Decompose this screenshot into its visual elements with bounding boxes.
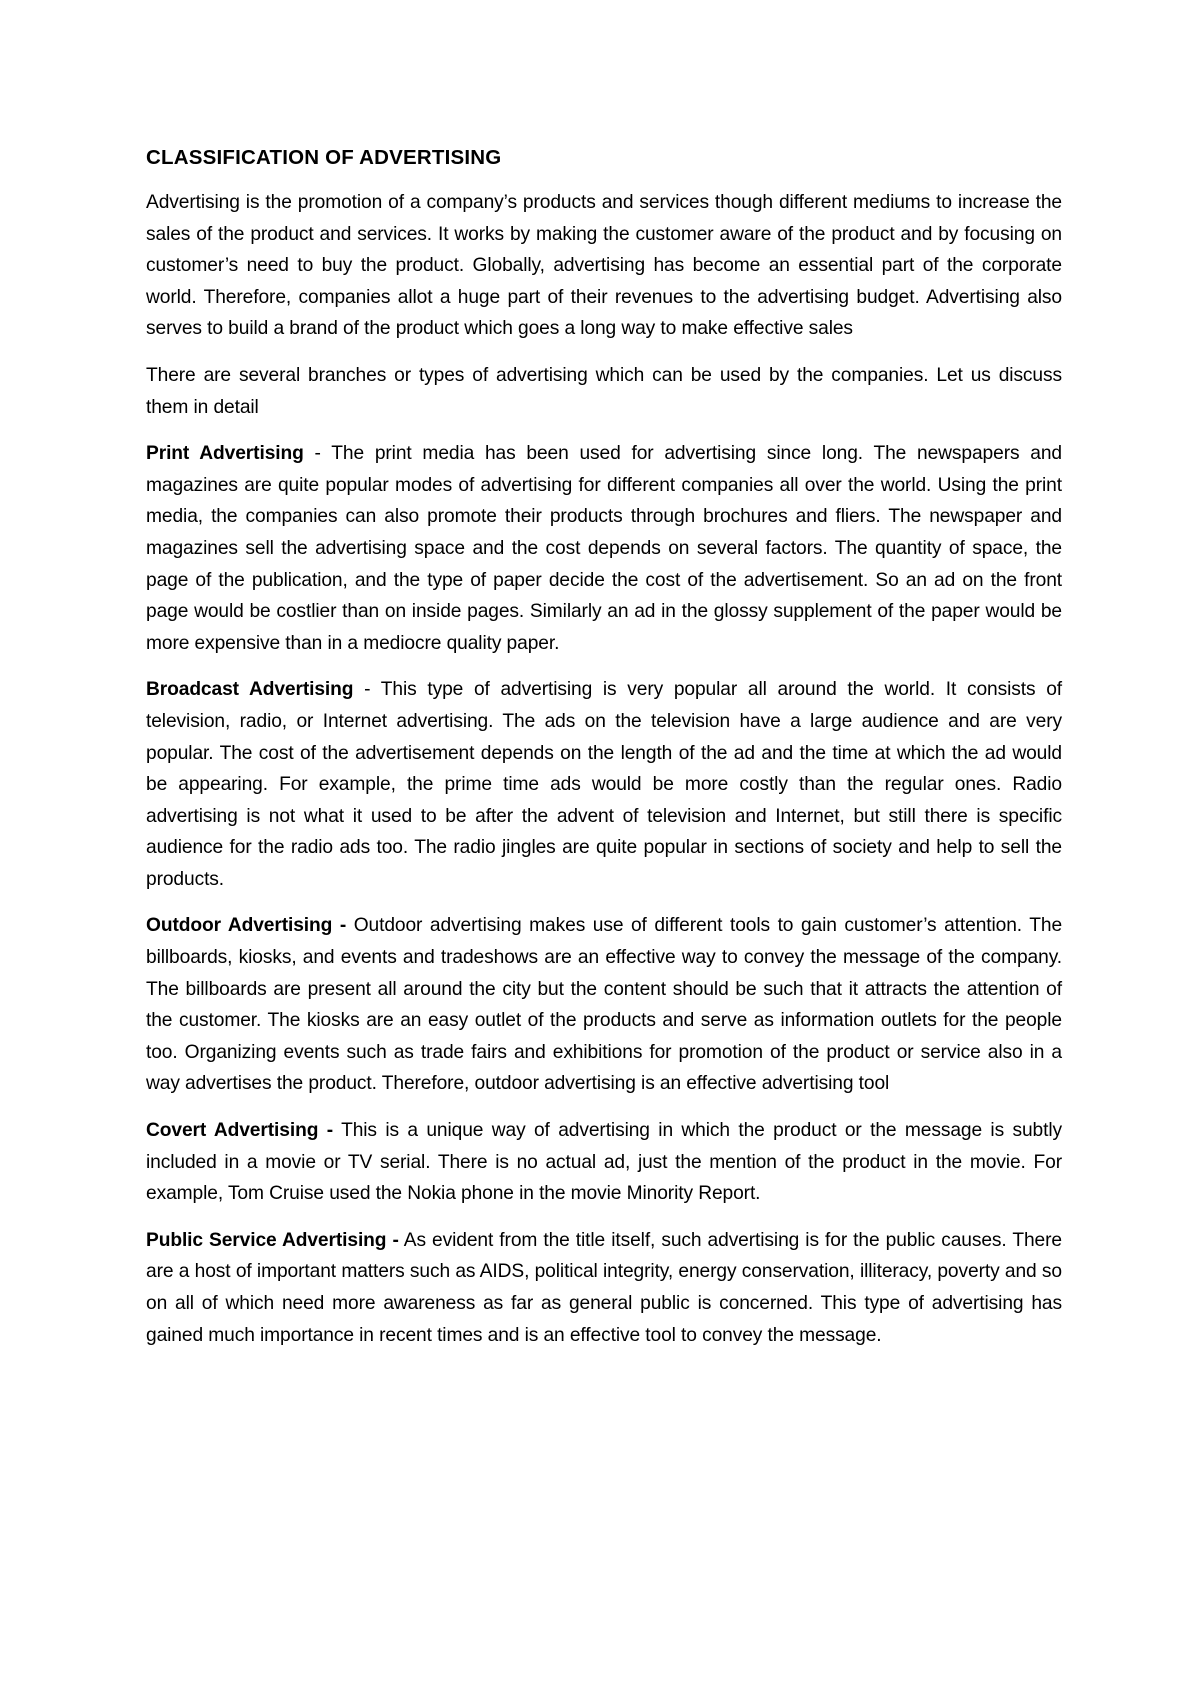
document-page: [146, 143, 1062, 1366]
section-term: Outdoor Advertising -: [146, 915, 347, 937]
section-term: Print Advertising: [146, 443, 304, 465]
section-text: This type of advertising is very popular all around the world. It consists of television, radio, or Internet advertising. The ads on the television have a large audience and are very popular. The cost of the advertisement depends on the length of the ad and the time at which the ad would be appearing. For example, the prime time ads would be more costly than the regular ones. Radio advertising is not what it used to be after the advent of television and Internet, but still there is specific audience for the radio ads too. The radio jingles are quite popular in sections of society and help to sell the products.: [146, 679, 1062, 890]
intro-paragraph: There are several branches or types of advertising which can be used by the companies. Let us discuss them in detail: [146, 364, 1062, 418]
section-print-advertising: [146, 438, 1062, 659]
section-term: Public Service Advertising -: [146, 1229, 399, 1251]
section-outdoor-advertising: [146, 910, 1062, 1100]
section-separator: [333, 1120, 341, 1141]
section-text: As evident from the title itself, such advertising is for the public causes. There are a host of important matters such as AIDS, political integrity, energy conservation, illiteracy, poverty and so on all of which need more awareness as far as general public is concerned. This type of advertising has gained much importance in recent times and is an effective tool to convey the message.: [146, 1229, 1062, 1346]
section-term: Broadcast Advertising: [146, 679, 354, 701]
section-term: Covert Advertising -: [146, 1120, 334, 1142]
section-public-service-advertising: [146, 1225, 1062, 1351]
section-separator: [346, 915, 354, 936]
section-text: The print media has been used for advertising since long. The newspapers and magazines are quite popular modes of advertising for different companies all over the world. Using the print media, the companies can also promote their products through brochures and fliers. The newspaper and magazines sell the advertising space and the cost depends on several factors. The quantity of space, the page of the publication, and the type of paper decide the cost of the advertisement. So an ad on the front page would be costlier than on inside pages. Similarly an ad in the glossy supplement of the paper would be more expensive than in a mediocre quality paper.: [146, 443, 1062, 654]
section-text: Outdoor advertising makes use of different tools to gain customer’s attention. The billboards, kiosks, and events and tradeshows are an effective way to convey the message of the company. The billboards are present all around the city but the content should be such that it attracts the attention of the customer. The kiosks are an easy outlet of the products and serve as information outlets for the people too. Organizing events such as trade fairs and exhibitions for promotion of the product or service also in a way advertises the product. Therefore, outdoor advertising is an effective advertising tool: [146, 915, 1063, 1095]
document-title: CLASSIFICATION OF ADVERTISING: [146, 146, 502, 169]
section-text: This is a unique way of advertising in which the product or the message is subtly included in a movie or TV serial. There is no actual ad, just the mention of the product in the movie. For example, Tom Cruise used the Nokia phone in the movie Minority Report.: [146, 1120, 1063, 1205]
section-separator: -: [303, 443, 332, 465]
section-broadcast-advertising: [146, 674, 1062, 895]
section-covert-advertising: [146, 1115, 1062, 1210]
intro-paragraph: Advertising is the promotion of a company’s products and services though different mediums to increase the sales of the product and services. It works by making the customer aware of the product and by focusing on customer’s need to buy the product. Globally, advertising has become an essential part of the corporate world. Therefore, companies allot a huge part of their revenues to the advertising budget. Advertising also serves to build a brand of the product which goes a long way to make effective sales: [146, 192, 1062, 340]
section-separator: -: [353, 679, 381, 701]
